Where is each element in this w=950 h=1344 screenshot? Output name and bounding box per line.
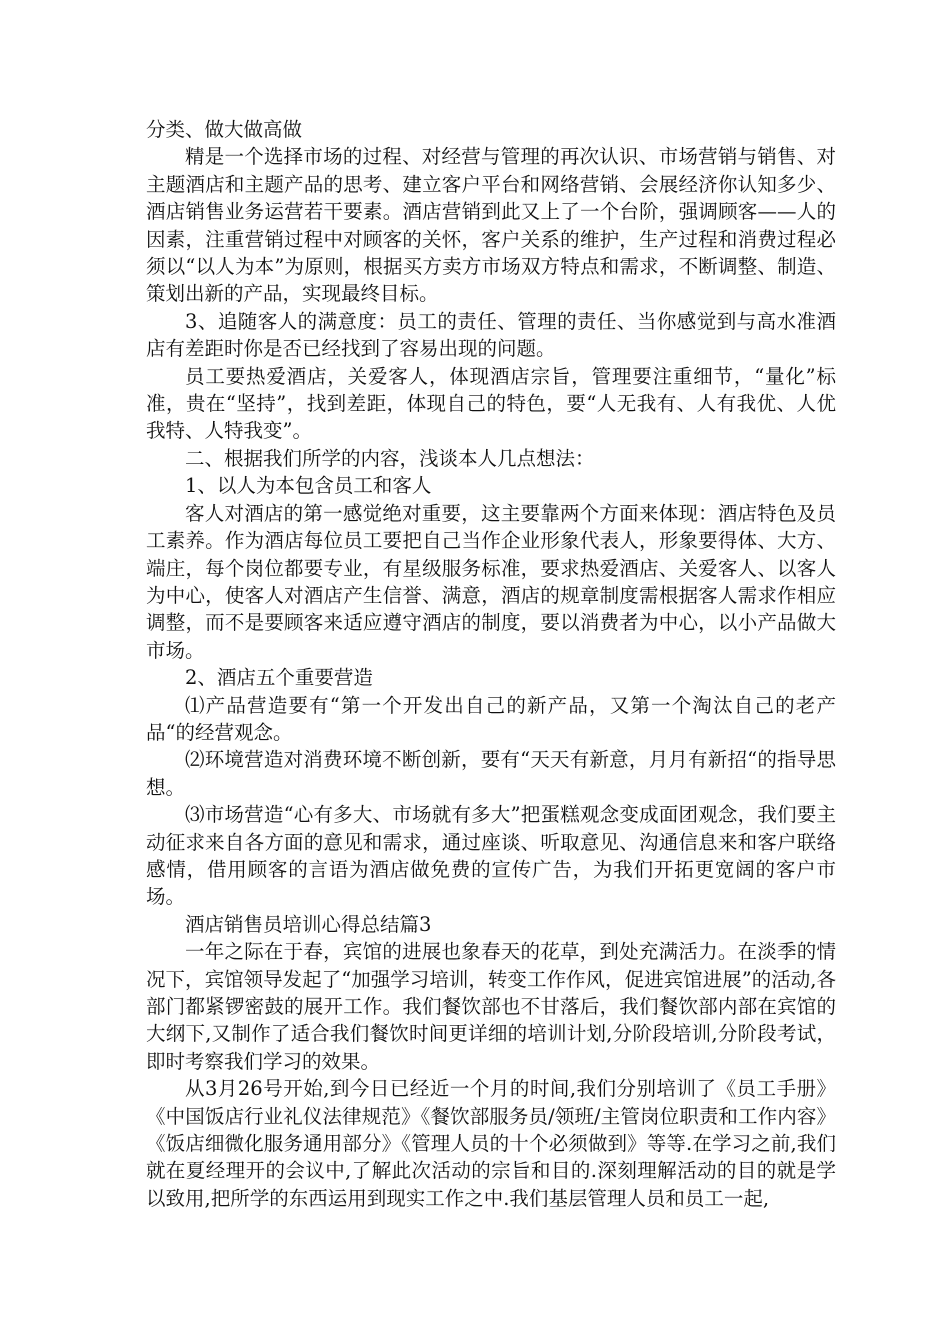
- list-item-3: ⑶市场营造“心有多大、市场就有多大”把蛋糕观念变成面团观念，我们要主动征求来自各方面的意见和需求，通过座谈、听取意见、沟通信息来和客户联络感情，借用顾客的言语为酒店做免费的宣传广告，为我们开拓更宽阔的客户市场。: [146, 803, 836, 909]
- subheading-1: 1、以人为本包含员工和客人: [185, 474, 432, 498]
- article-title-part-3: 酒店销售员培训心得总结篇3: [185, 912, 432, 936]
- document-body: [146, 116, 836, 1212]
- list-item-2: ⑵环境营造对消费环境不断创新，要有“天天有新意，月月有新招“的指导思想。: [146, 748, 836, 799]
- paragraph-1: 分类、做大做高做: [146, 118, 303, 141]
- paragraph-13: 一年之际在于春，宾馆的进展也象春天的花草，到处充满活力。在淡季的情况下，宾馆领导发起了“加强学习培训，转变工作作风，促进宾馆进展”的活动,各部门都紧锣密鼓的展开工作。我们餐饮部也不甘落后，我们餐饮部内部在宾馆的大纲下,又制作了适合我们餐饮时间更详细的培训计划,分阶段培训,分阶段考试，即时考察我们学习的效果。: [146, 940, 836, 1073]
- paragraph-3: 3、追随客人的满意度：员工的责任、管理的责任、当你感觉到与高水准酒店有差距时你是否已经找到了容易出现的问题。: [146, 309, 836, 361]
- paragraph-14: 从3月26号开始,到今日已经近一个月的时间,我们分别培训了《员工手册》《中国饭店行业礼仪法律规范》《餐饮部服务员/领班/主管岗位职责和工作内容》《饭店细微化服务通用部分》《管理人员的十个必须做到》等等.在学习之前,我们就在夏经理开的会议中,了解此次活动的宗旨和目的.深刻理解活动的目的就是学以致用,把所学的东西运用到现实工作之中.我们基层管理人员和员工一起,: [146, 1077, 836, 1210]
- list-item-1: ⑴产品营造要有“第一个开发出自己的新产品，又第一个淘汰自己的老产品“的经营观念。: [146, 693, 836, 744]
- section-heading-2: 二、根据我们所学的内容，浅谈本人几点想法：: [185, 446, 595, 470]
- paragraph-2: 精是一个选择市场的过程、对经营与管理的再次认识、市场营销与销售、对主题酒店和主题产品的思考、建立客户平台和网络营销、会展经济你认知多少、酒店销售业务运营若干要素。酒店营销到此又上了一个台阶，强调顾客——人的因素，注重营销过程中对顾客的关怀，客户关系的维护，生产过程和消费过程必须以“以人为本”为原则，根据买方卖方市场双方特点和需求，不断调整、制造、策划出新的产品，实现最终目标。: [146, 145, 836, 306]
- paragraph-4: 员工要热爱酒店，关爱客人，体现酒店宗旨，管理要注重细节，“量化”标准，贵在“坚持”，找到差距，体现自己的特色，要“人无我有、人有我优、人优我特、人特我变”。: [146, 364, 836, 443]
- subheading-2: 2、酒店五个重要营造: [185, 666, 373, 690]
- paragraph-7: 客人对酒店的第一感觉绝对重要，这主要靠两个方面来体现：酒店特色及员工素养。作为酒店每位员工要把自己当作企业形象代表人，形象要得体、大方、端庄，每个岗位都要专业，有星级服务标准，要求热爱酒店、关爱客人、以客人为中心，使客人对酒店产生信誉、满意，酒店的规章制度需根据客人需求作相应调整，而不是要顾客来适应遵守酒店的制度，要以消费者为中心，以小产品做大市场。: [146, 501, 836, 662]
